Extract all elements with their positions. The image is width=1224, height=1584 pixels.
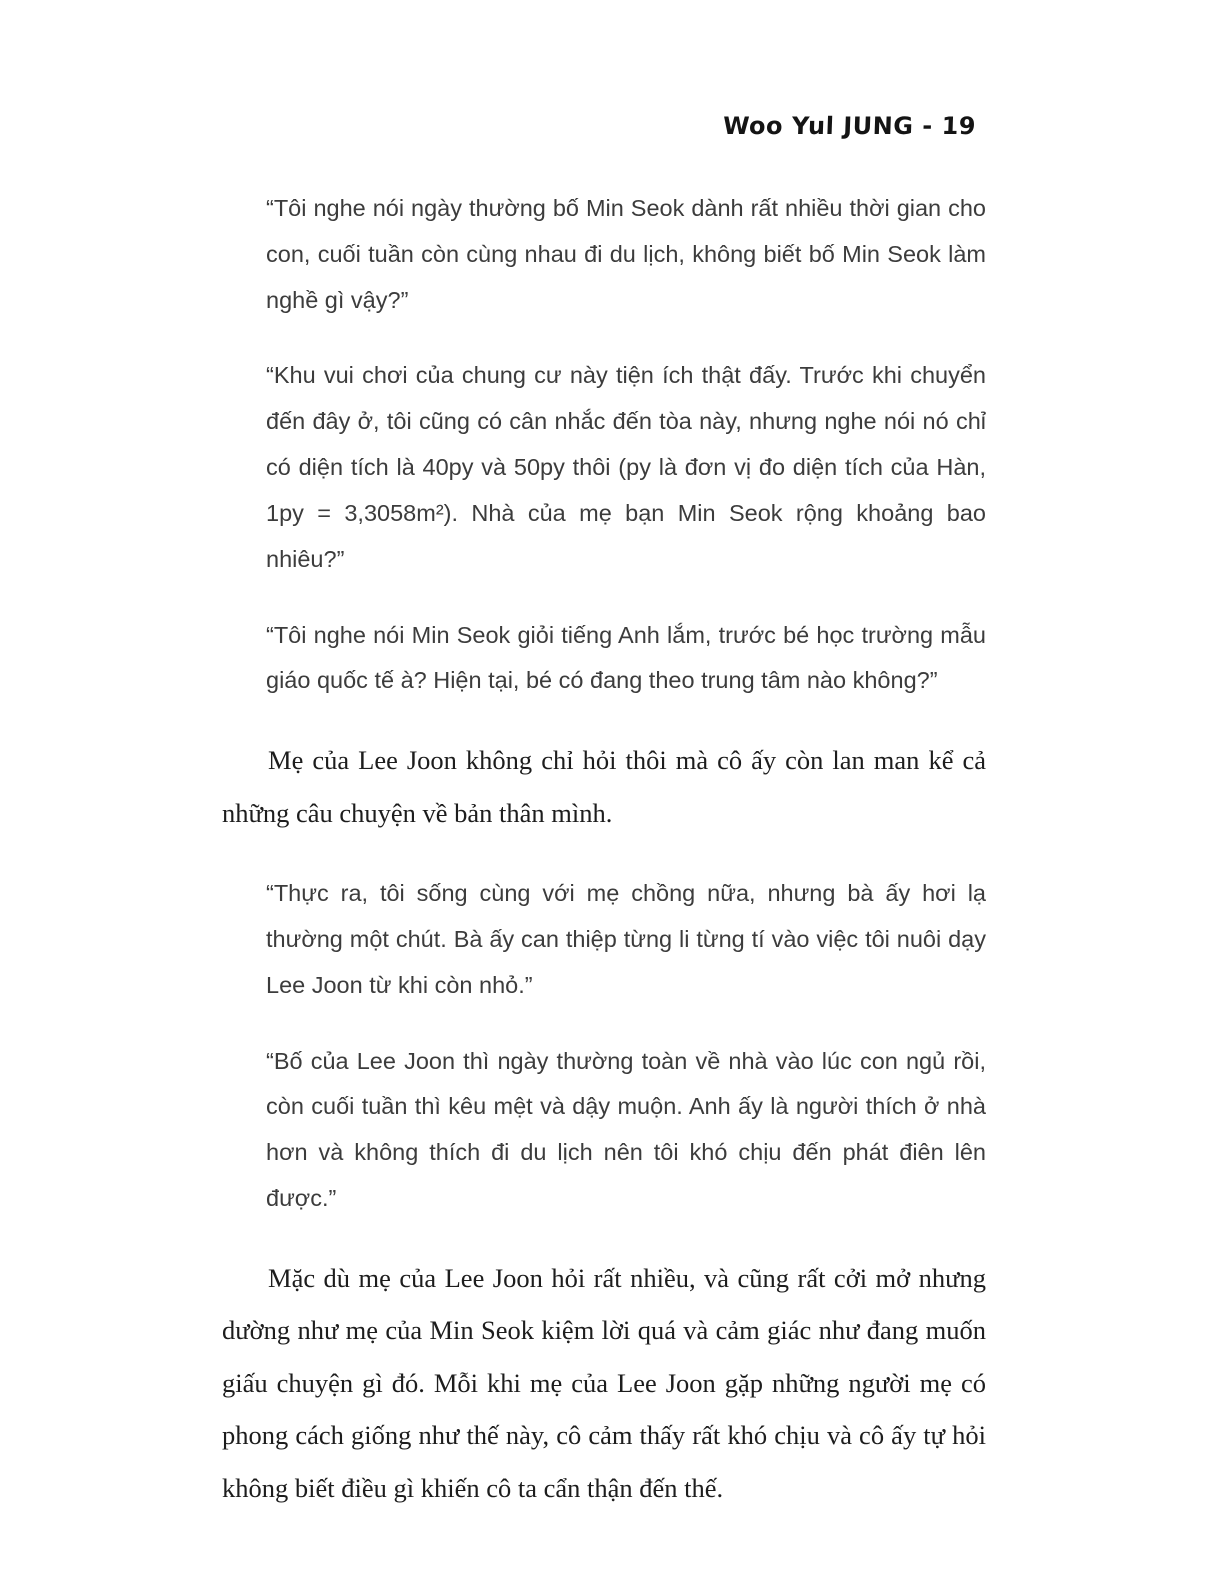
- paragraph-quote-2: “Khu vui chơi của chung cư này tiện ích thật đấy. Trước khi chuyển đến đây ở, tôi cũng có cân nhắc đến tòa này, nhưng nghe nói nó chỉ có diện tích là 40py và 50py thôi (py là đơn vị đo diện tích của Hàn, 1py = 3,3058m²). Nhà của mẹ bạn Min Seok rộng khoảng bao nhiêu?”: [266, 362, 986, 572]
- paragraph-quote-1: “Tôi nghe nói ngày thường bố Min Seok dành rất nhiều thời gian cho con, cuối tuần còn cùng nhau đi du lịch, không biết bố Min Seok làm nghề gì vậy?”: [266, 195, 986, 313]
- page-header-author-page-number: Woo Yul JUNG - 19: [722, 112, 977, 140]
- paragraph-quote-5: “Bố của Lee Joon thì ngày thường toàn về nhà vào lúc con ngủ rồi, còn cuối tuần thì kêu mệt và dậy muộn. Anh ấy là người thích ở nhà hơn và không thích đi du lịch nên tôi khó chịu đến phát điên lên được.”: [266, 1047, 986, 1211]
- paragraph-narration-2: Mặc dù mẹ của Lee Joon hỏi rất nhiều, và cũng rất cởi mở nhưng dường như mẹ của Min Seok kiệm lời quá và cảm giác như đang muốn giấu chuyện gì đó. Mỗi khi mẹ của Lee Joon gặp những người mẹ có phong cách giống như thế này, cô cảm thấy rất khó chịu và cô ấy tự hỏi không biết điều gì khiến cô ta cẩn thận đến thế.: [222, 1262, 986, 1503]
- paragraph-narration-1: Mẹ của Lee Joon không chỉ hỏi thôi mà cô ấy còn lan man kể cả những câu chuyện về bản thân mình.: [222, 745, 986, 828]
- paragraph-quote-3: “Tôi nghe nói Min Seok giỏi tiếng Anh lắm, trước bé học trường mẫu giáo quốc tế à? Hiện tại, bé có đang theo trung tâm nào không?”: [266, 621, 986, 694]
- paragraph-quote-4: “Thực ra, tôi sống cùng với mẹ chồng nữa, nhưng bà ấy hơi lạ thường một chút. Bà ấy can thiệp từng li từng tí vào việc tôi nuôi dạy Lee Joon từ khi còn nhỏ.”: [266, 880, 986, 998]
